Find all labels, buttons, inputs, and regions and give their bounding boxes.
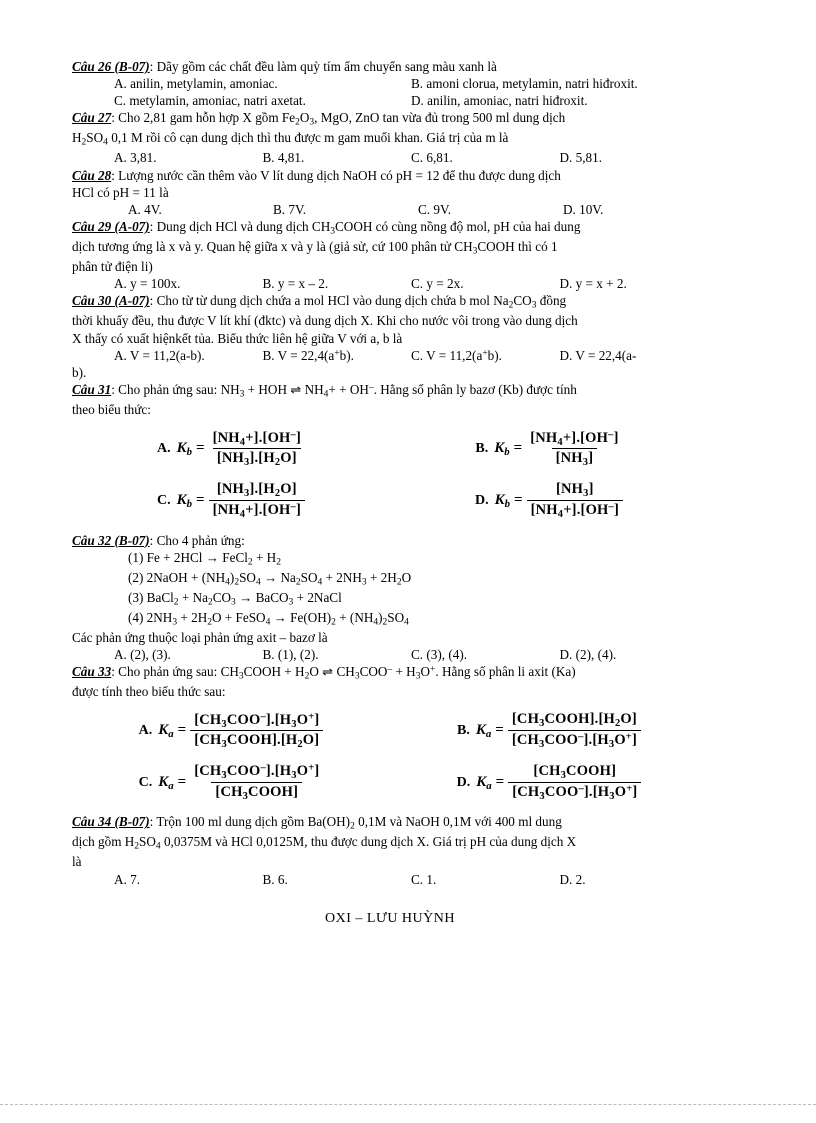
formula-31-b[interactable]	[390, 428, 708, 470]
option-27-c[interactable]: C. 6,81.	[411, 150, 453, 166]
option-28-d[interactable]: D. 10V.	[563, 201, 604, 217]
formula-31-d-label: D.	[475, 492, 489, 508]
formula-33-d-denominator: $[CH_3COO^-].[H_3O^+]$	[508, 782, 641, 800]
footer-divider	[0, 1104, 816, 1105]
formula-33-d[interactable]	[390, 762, 708, 804]
option-28-b[interactable]: B. 7V.	[273, 201, 307, 217]
question-26-label: Câu 26 (B-07)	[72, 59, 150, 74]
question-29-stem-line-2-wrap	[72, 238, 708, 258]
formula-33-a-fraction	[190, 710, 323, 752]
formula-31-c-label: C.	[157, 492, 171, 508]
option-32-b[interactable]: B. (1), (2).	[262, 646, 319, 662]
option-34-c[interactable]: C. 1.	[411, 871, 437, 887]
question-32-options	[72, 646, 708, 663]
formula-33-b-equals: =	[495, 722, 504, 739]
document-body	[72, 58, 708, 928]
formula-31-a-equals: =	[196, 440, 205, 457]
formula-31-c-k: $K_b$	[176, 491, 193, 510]
formula-33-c-k: $K_a$	[158, 773, 174, 792]
question-32-tail: Các phản ứng thuộc loại phản ứng axit – bazơ là	[72, 629, 328, 645]
question-32-reactions	[72, 549, 708, 629]
question-27	[72, 109, 708, 129]
question-32-label: Câu 32 (B-07)	[72, 532, 150, 548]
formula-31-a-label: A.	[157, 440, 171, 456]
formula-33-b-numerator: $[CH_3COOH].[H_2O]$	[511, 711, 637, 730]
formula-33-d-fraction	[508, 762, 641, 804]
formula-33-b-denominator: $[CH_3COO^-].[H_3O^+]$	[508, 730, 641, 748]
question-29	[72, 218, 708, 238]
option-30-c[interactable]: C. V = 11,2(a+b).	[411, 347, 502, 363]
formula-33-a[interactable]	[72, 710, 390, 752]
formula-33-c-label: C.	[138, 774, 153, 790]
formula-33-c-denominator: $[CH_3COOH]$	[211, 782, 302, 800]
option-28-a[interactable]: A. 4V.	[128, 201, 162, 217]
question-28-label: Câu 28	[72, 167, 112, 183]
question-34-stem-line-3-wrap	[72, 853, 708, 870]
question-30-stem-line-2-wrap	[72, 312, 708, 329]
option-30-a[interactable]: A. V = 11,2(a-b).	[114, 347, 205, 363]
formula-31-b-label: B.	[475, 440, 489, 456]
option-29-a[interactable]: A. y = 100x.	[114, 276, 181, 292]
question-31-label: Câu 31	[72, 382, 112, 398]
formula-33-b[interactable]	[390, 710, 708, 752]
option-34-a[interactable]: A. 7.	[114, 871, 141, 887]
question-28-stem-line-2-wrap	[72, 184, 708, 201]
formula-31-c-equals: =	[196, 491, 205, 508]
question-33-label: Câu 33	[72, 663, 112, 679]
formula-31-a[interactable]	[72, 428, 390, 470]
question-34-stem-line-3: là	[72, 854, 82, 870]
question-31-formulas	[72, 424, 708, 527]
question-33-stem-line-1: : Cho phản ứng sau: $CH_3COOH + H_2O$ ⇌ $CH_3COO^- + H_3O^+$. Hằng số phân li axit (Ka)	[111, 663, 576, 682]
option-30-b[interactable]: B. V = 22,4(a+b).	[262, 347, 354, 363]
formula-33-a-k: $K_a$	[158, 721, 174, 740]
question-31-stem-line-1: : Cho phản ứng sau: $NH_3$ + HOH ⇌ $NH_4+ + OH^-$. Hằng số phân ly bazơ (Kb) được tính	[111, 382, 577, 400]
question-30-stem-line-3: X thấy có xuất hiệnkết tủa. Biểu thức liên hệ giữa V với a, b là	[72, 330, 403, 346]
option-29-c[interactable]: C. y = 2x.	[411, 276, 464, 292]
question-32-stem: : Cho 4 phản ứng:	[149, 532, 245, 548]
question-31-stem-line-2: theo biểu thức:	[72, 402, 151, 418]
question-34-options	[72, 871, 708, 888]
formula-33-d-equals: =	[495, 773, 505, 790]
formula-31-c-numerator: $[NH_3].[H_2O]$	[216, 480, 297, 499]
formula-31-a-fraction	[209, 428, 305, 470]
question-34-stem-line-2-wrap	[72, 833, 708, 853]
question-31-stem-line-2-wrap	[72, 401, 708, 418]
question-26-options-row-2	[72, 92, 708, 109]
formula-31-d[interactable]	[390, 480, 708, 522]
formula-33-a-equals: =	[177, 722, 187, 739]
question-29-options	[72, 275, 708, 292]
question-27-options	[72, 149, 708, 166]
question-30-label: Câu 30 (A-07)	[72, 293, 150, 309]
option-27-d[interactable]: D. 5,81.	[559, 150, 602, 166]
question-27-stem-line-1: : Cho 2,81 gam hỗn hợp X gồm $Fe_2O_3$, MgO, ZnO tan vừa đủ trong 500 ml dung dịch	[111, 110, 566, 129]
formula-33-c-numerator: $[CH_3COO^-].[H_3O^+]$	[194, 762, 320, 782]
formula-31-d-k: $K_b$	[494, 491, 511, 510]
option-27-b[interactable]: B. 4,81.	[262, 150, 305, 166]
question-29-stem-line-2: dịch tương ứng là x và y. Quan hệ giữa x và y là (giả sử, cứ 100 phân tử $CH_3COOH$ thì có 1	[72, 239, 558, 257]
formula-33-b-label: B.	[457, 722, 470, 738]
option-26-d[interactable]: D. anilin, amoniac, natri hiđroxit.	[411, 93, 588, 109]
reaction-4: (4) $2NH_3 + 2H_2O$ + FeSO$_4$ → $Fe(OH)_2 + (NH_4)_2SO_4$	[128, 609, 409, 628]
formula-31-c[interactable]	[72, 480, 390, 522]
option-34-d[interactable]: D. 2.	[559, 871, 586, 887]
option-30-d[interactable]: D. V = 22,4(a-	[559, 347, 637, 363]
formula-31-d-numerator: $[NH_3]$	[555, 480, 594, 499]
question-30-stem-line-2: thời khuấy đều, thu được V lít khí (đktc) và dung dịch X. Khi cho nước vôi trong vào dung dịch	[72, 313, 578, 329]
question-30-options-tail: b).	[72, 364, 87, 380]
question-30-options	[72, 347, 708, 364]
question-26-options-row-1	[72, 75, 708, 92]
question-32	[72, 532, 708, 549]
question-33-stem-line-2-wrap	[72, 683, 708, 700]
question-28-options	[72, 201, 708, 218]
question-30	[72, 292, 708, 312]
question-28-stem-line-2: HCl có pH = 11 là	[72, 184, 169, 200]
formula-33-d-numerator: $[CH_3COOH]$	[533, 762, 617, 781]
option-29-b[interactable]: B. y = x – 2.	[262, 276, 329, 292]
formula-31-b-k: $K_b$	[494, 439, 510, 458]
formula-33-c-equals: =	[177, 773, 187, 790]
option-26-b[interactable]: B. amoni clorua, metylamin, natri hiđroxit.	[411, 76, 638, 92]
question-27-label: Câu 27	[72, 110, 112, 126]
formula-31-d-fraction	[527, 480, 623, 522]
question-30-stem-line-1: : Cho từ từ dung dịch chứa a mol HCl vào dung dịch chứa b mol $Na_2CO_3$ đồng	[149, 293, 567, 312]
option-26-a[interactable]: A. anilin, metylamin, amoniac.	[114, 76, 278, 92]
formula-31-a-numerator: $[NH_4+].[OH^-]$	[212, 429, 301, 448]
option-26-c[interactable]: C. metylamin, amoniac, natri axetat.	[114, 93, 306, 109]
question-34	[72, 813, 708, 833]
question-33-stem-line-2: được tính theo biểu thức sau:	[72, 683, 226, 699]
formula-33-b-k: $K_a$	[475, 721, 492, 740]
question-29-stem-line-3-wrap	[72, 258, 708, 275]
reaction-2: (2) 2NaOH + $(NH_4)_2SO_4 \to Na_2SO_4 + 2NH_3 + 2H_2O$	[128, 569, 412, 588]
option-34-b[interactable]: B. 6.	[262, 871, 288, 887]
question-28-stem-line-1: : Lượng nước cần thêm vào V lít dung dịch NaOH có pH = 12 để thu được dung dịch	[111, 167, 561, 183]
question-27-stem-line-2: $H_2SO_4$ 0,1 M rồi cô cạn dung dịch thì thu được m gam muối khan. Giá trị của m là	[72, 130, 509, 149]
formula-33-c-fraction	[190, 762, 323, 804]
formula-31-b-fraction	[526, 428, 622, 470]
formula-31-b-numerator: $[NH_4+].[OH^-]$	[530, 429, 619, 448]
formula-33-a-numerator: $[CH_3COO^-].[H_3O^+]$	[194, 711, 320, 730]
formula-31-d-equals: =	[514, 491, 523, 508]
question-31	[72, 381, 708, 401]
question-28	[72, 167, 708, 184]
question-29-stem-line-3: phân tử điện li)	[72, 259, 153, 275]
option-32-c[interactable]: C. (3), (4).	[411, 646, 468, 662]
question-27-stem-line-2-wrap	[72, 129, 708, 149]
question-26	[72, 58, 708, 75]
section-title: OXI – LƯU HUỲNH	[325, 910, 455, 926]
formula-33-a-label: A.	[138, 722, 153, 738]
formula-33-c[interactable]	[72, 762, 390, 804]
question-30-stem-line-3-wrap	[72, 330, 708, 347]
option-29-d[interactable]: D. y = x + 2.	[559, 276, 627, 292]
formula-31-a-denominator: $[NH_3].[H_2O]$	[213, 448, 301, 466]
question-29-stem-line-1: : Dung dịch HCl và dung dịch $CH_3COOH$ có cùng nồng độ mol, pH của hai dung	[149, 219, 581, 237]
question-29-label: Câu 29 (A-07)	[72, 219, 150, 235]
formula-33-d-label: D.	[456, 774, 471, 790]
option-27-a[interactable]: A. 3,81.	[114, 150, 157, 166]
question-33	[72, 663, 708, 683]
formula-31-c-fraction	[209, 480, 305, 522]
formula-31-c-denominator: $[NH_4+].[OH^-]$	[209, 500, 305, 518]
formula-31-d-denominator: $[NH_4+].[OH^-]$	[527, 500, 623, 518]
option-28-c[interactable]: C. 9V.	[418, 201, 452, 217]
formula-31-a-k: $K_b$	[176, 439, 193, 458]
question-33-formulas	[72, 706, 708, 809]
reaction-1: (1) Fe + 2HCl → FeCl$_2$ + $H_2$	[128, 549, 281, 568]
formula-33-d-k: $K_a$	[476, 773, 492, 792]
formula-33-b-fraction	[508, 710, 641, 752]
formula-31-b-denominator: $[NH_3]$	[552, 448, 598, 466]
reaction-3: (3) BaCl$_2$ + $Na_2CO_3$ → BaCO$_3$ + 2NaCl	[128, 589, 342, 608]
formula-31-b-equals: =	[513, 440, 523, 457]
question-26-stem: : Dãy gồm các chất đều làm quỳ tím ẩm chuyển sang màu xanh là	[149, 59, 497, 74]
question-34-stem-line-2: dịch gồm $H_2SO_4$ 0,0375M và HCl 0,0125M, thu được dung dịch X. Giá trị pH của dung dịch X	[72, 834, 577, 853]
formula-33-a-denominator: $[CH_3COOH].[H_2O]$	[190, 730, 323, 748]
question-34-stem-line-1: : Trộn 100 ml dung dịch gồm $Ba(OH)_2$ 0,1M và NaOH 0,1M với 400 ml dung	[149, 814, 562, 833]
question-34-label: Câu 34 (B-07)	[72, 814, 150, 830]
option-32-a[interactable]: A. (2), (3).	[114, 646, 171, 662]
option-32-d[interactable]: D. (2), (4).	[559, 646, 617, 662]
